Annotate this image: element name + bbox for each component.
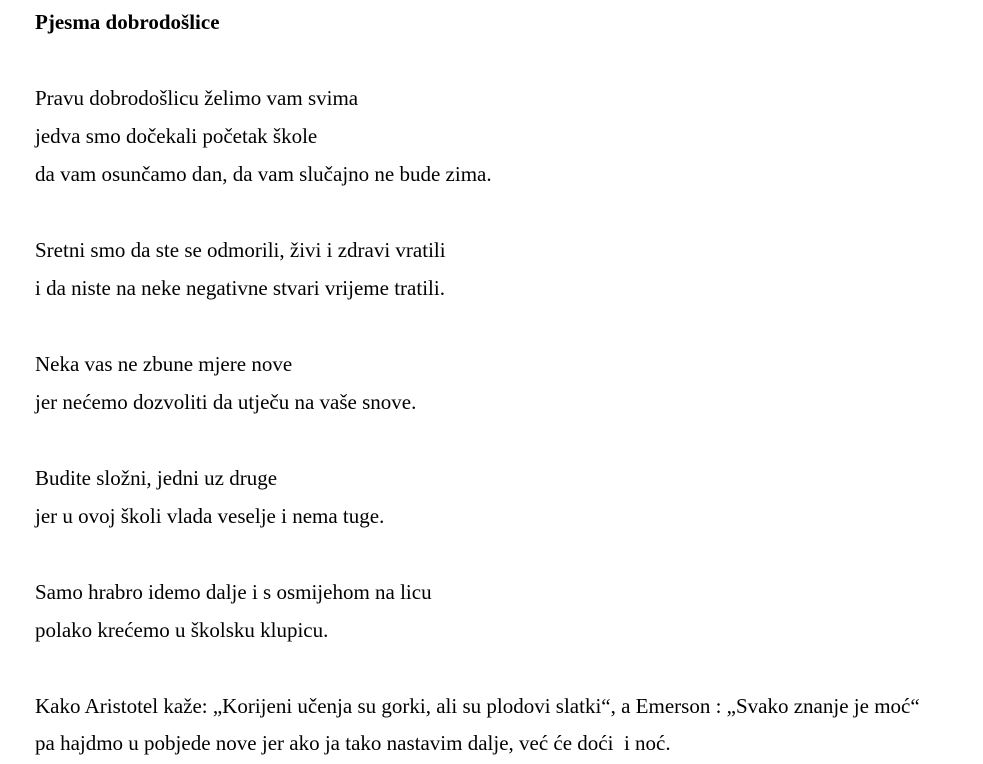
poem-line: Sretni smo da ste se odmorili, živi i zdravi vratili bbox=[35, 238, 446, 262]
poem-line: Kako Aristotel kaže: „Korijeni učenja su gorki, ali su plodovi slatki“, a Emerson : „Svako znanje je moć“ bbox=[35, 694, 920, 718]
poem-line: polako krećemo u školsku klupicu. bbox=[35, 618, 329, 642]
poem-line: da vam osunčamo dan, da vam slučajno ne bude zima. bbox=[35, 162, 492, 186]
poem-line: i da niste na neke negativne stvari vrijeme tratili. bbox=[35, 276, 445, 300]
poem-line: jer u ovoj školi vlada veselje i nema tuge. bbox=[35, 504, 385, 528]
poem-line: pa hajdmo u pobjede nove jer ako ja tako nastavim dalje, već će doći i noć. bbox=[35, 731, 671, 755]
poem-line: Budite složni, jedni uz druge bbox=[35, 466, 278, 490]
poem-line: jer nećemo dozvoliti da utječu na vaše snove. bbox=[35, 390, 417, 414]
poem-line: jedva smo dočekali početak škole bbox=[35, 124, 318, 148]
poem-line: Samo hrabro idemo dalje i s osmijehom na licu bbox=[35, 580, 432, 604]
poem-line: Pravu dobrodošlicu želimo vam svima bbox=[35, 86, 359, 110]
poem-line: Neka vas ne zbune mjere nove bbox=[35, 352, 293, 376]
poem-title: Pjesma dobrodošlice bbox=[35, 10, 220, 34]
